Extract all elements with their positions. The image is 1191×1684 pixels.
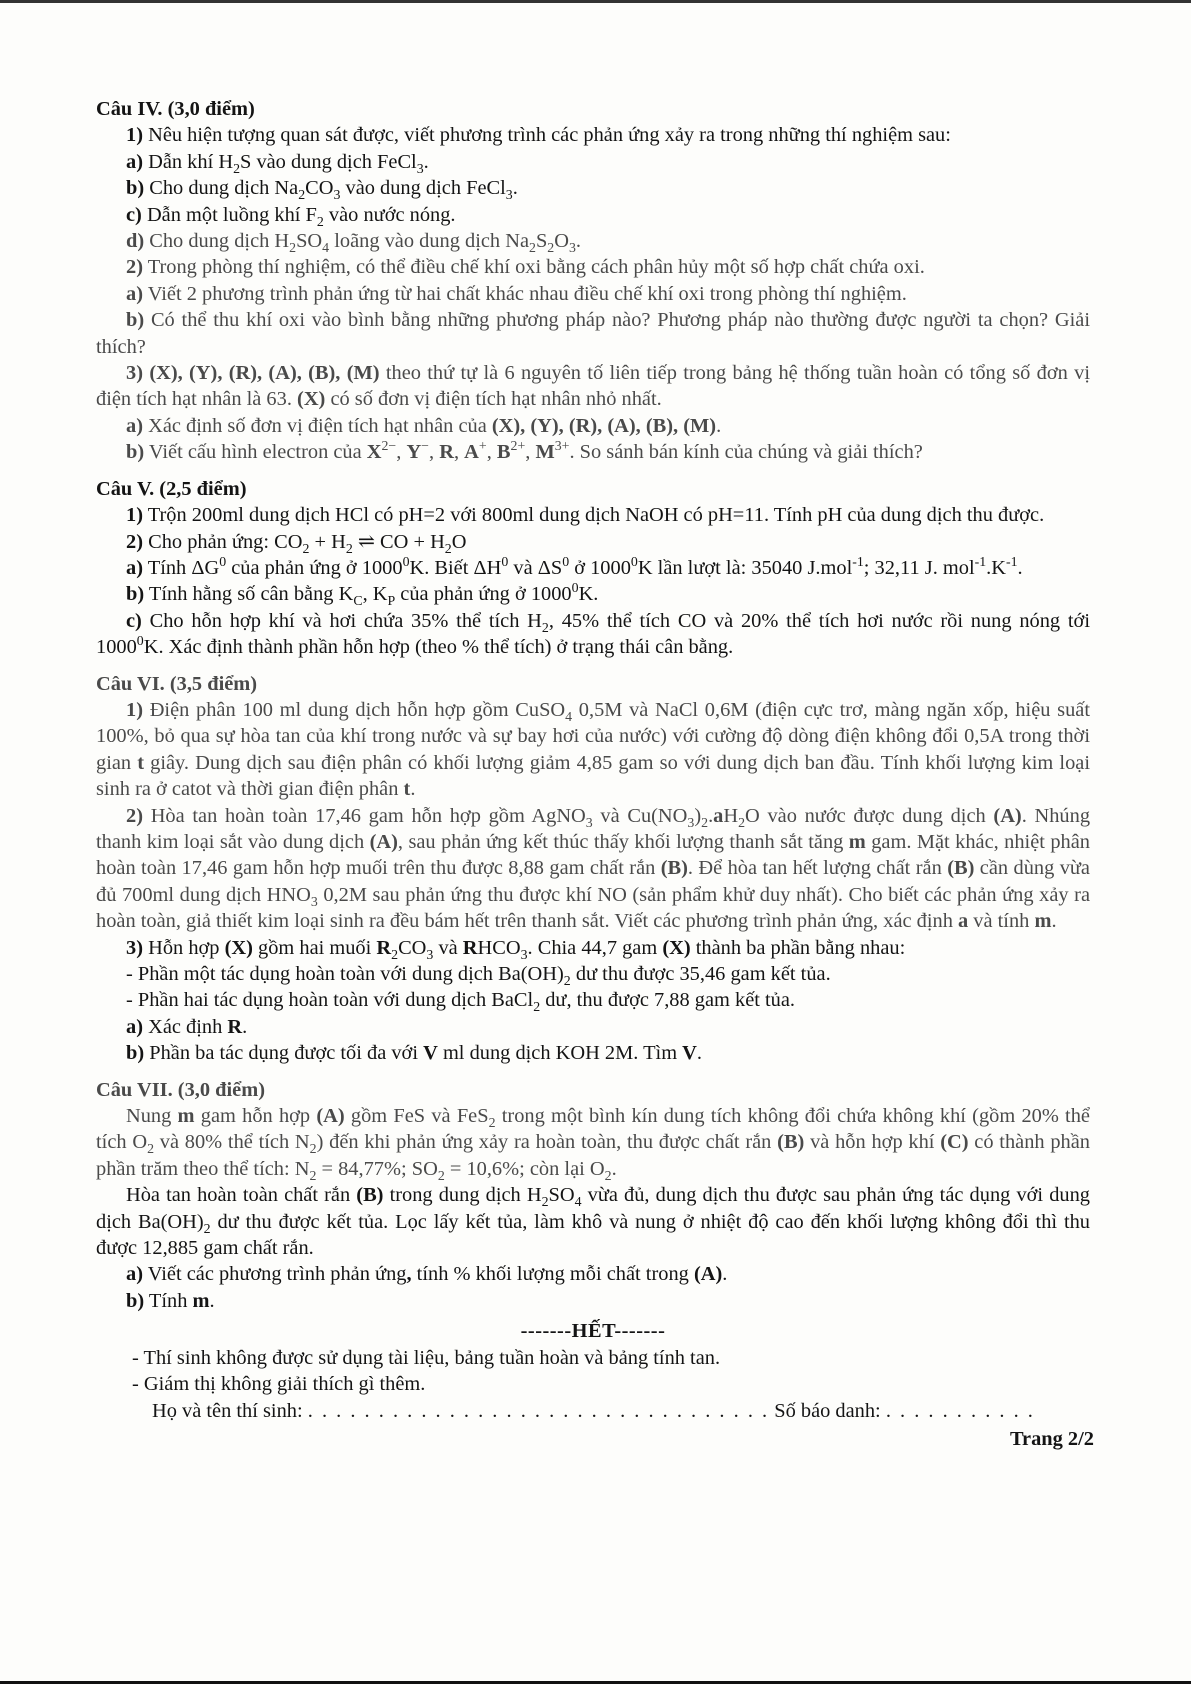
q5-2c: c) Cho hỗn hợp khí và hơi chứa 35% thể tích $H_2$, 45% thể tích CO và 20% thể tích hơi nước rồi nung nóng tới 1000$^0$K. Xác định thành phần hỗn hợp (theo % thể tích) ở trạng thái cân bằng. [96, 609, 1091, 659]
q7-a: a) Viết các phương trình phản ứng, tính % khối lượng mỗi chất trong (A). [126, 1263, 728, 1286]
end-marker: -------HẾT------- [520, 1320, 666, 1343]
q4-1c: c) Dẫn một luồng khí $F_2$ vào nước nóng. [126, 203, 456, 230]
q6-part3: 3) Hỗn hợp (X) gồm hai muối $R_2CO_3$ và $RHCO_3$. Chia 44,7 gam (X) thành ba phần bằng nhau: [126, 936, 906, 963]
q5-part1: 1) Trộn 200ml dung dịch HCl có pH=2 với 800ml dung dịch NaOH có pH=11. Tính pH của dung dịch thu được. [126, 504, 1045, 527]
question-6-title: Câu VI. (3,5 điểm) [96, 672, 258, 695]
sbd-dots: . . . . . . . . . . . [885, 1399, 1035, 1422]
exam-page [96, 96, 1094, 1452]
q4-2b: b) Có thể thu khí oxi vào bình bằng những phương pháp nào? Phương pháp nào thường được người ta chọn? Giải thích? [96, 309, 1090, 358]
candidate-info-line [96, 1398, 1090, 1424]
q7-para2: Hòa tan hoàn toàn chất rắn (B) trong dung dịch $H_2SO_4$ vừa đủ, dung dịch thu được sau phản ứng tác dụng với dung dịch $Ba(OH)_2$ dư thu được kết tủa. Lọc lấy kết tủa, làm khô và nung ở nhiệt độ cao đến khối lượng không đổi thì thu được 12,885 gam chất rắn. [96, 1184, 1090, 1260]
question-7-title: Câu VII. (3,0 điểm) [96, 1078, 265, 1101]
q7-para1: Nung m gam hỗn hợp (A) gồm FeS và FeS$_2$ trong một bình kín dung tích không đổi chứa không khí (gồm 20% thể tích $O_2$ và 80% thể tích $N_2$) đến khi phản ứng xảy ra hoàn toàn, thu được chất rắn (B) và hỗn hợp khí (C) có thành phần phần trăm theo thể tích: $N_2 = 84,77\%$; $SO_2 = 10,6\%$; còn lại $O_2$. [96, 1105, 1091, 1184]
q6-part1: 1) Điện phân 100 ml dung dịch hỗn hợp gồm CuSO$_4$ 0,5M và NaCl 0,6M (điện cực trơ, màng ngăn xốp, hiệu suất 100%, bỏ qua sự hòa tan của khí trong nước và sự bay hơi của nước) với cường độ dòng điện không đổi 0,5A trong thời gian t giây. Dung dịch sau điện phân có khối lượng giảm 4,85 gam so với dung dịch ban đầu. Tính khối lượng kim loại sinh ra ở catot và thời gian điện phân t. [96, 698, 1090, 801]
q4-3b: b) Viết cấu hình electron của $X^{2-}$, Y−, R, A+, $B^{2+}$, $M^{3+}$. So sánh bán kính của chúng và giải thích? [126, 439, 923, 464]
q5-2a: a) Tính $\Delta G^0$ của phản ứng ở 1000$^0$K. Biết $\Delta H^0$ và $\Delta S^0$ ở 1000$^0$K lần lượt là: 35040 J.mol$^{-1}$; 32,11 J. $mol^{-1}.K^{-1}$. [126, 555, 1023, 579]
top-border [0, 0, 1191, 3]
q4-part2: 2) Trong phòng thí nghiệm, có thể điều chế khí oxi bằng cách phân hủy một số hợp chất chứa oxi. [126, 256, 925, 279]
q6-3b: b) Phần ba tác dụng được tối đa với V ml dung dịch KOH 2M. Tìm V. [126, 1042, 702, 1065]
note-no-materials: - Thí sinh không được sử dụng tài liệu, bảng tuần hoàn và bảng tính tan. [132, 1346, 721, 1369]
question-5-title: Câu V. (2,5 điểm) [96, 477, 247, 500]
q5-2b: b) Tính hằng số cân bằng $K_C$, $K_P$ của phản ứng ở 1000$^0$K. [126, 581, 599, 610]
q6-part2: 2) Hòa tan hoàn toàn 17,46 gam hỗn hợp gồm AgNO$_3$ và $Cu(NO_3)_2.aH_2O$ vào nước được dung dịch (A). Nhúng thanh kim loại sắt vào dung dịch (A), sau phản ứng kết thúc thấy khối lượng thanh sắt tăng m gam. Mặt khác, nhiệt phân hoàn toàn 17,46 gam hỗn hợp muối trên thu được 8,88 gam chất rắn (B). Để hòa tan hết lượng chất rắn (B) cần dùng vừa đủ 700ml dung dịch $HNO_3$ 0,2M sau phản ứng thu được khí NO (sản phẩm khử duy nhất). Cho biết các phản ứng xảy ra hoàn toàn, giả thiết kim loại sinh ra đều bám hết trên thanh sắt. Viết các phương trình phản ứng, xác định a và tính m. [96, 804, 1091, 933]
q4-1d: d) Cho dung dịch $H_2SO_4$ loãng vào dung dịch $Na_2S_2O_3$. [126, 230, 582, 257]
q6-3-portion1: - Phần một tác dụng hoàn toàn với dung dịch $Ba(OH)_2$ dư thu được 35,46 gam kết tủa. [126, 963, 831, 990]
q4-1a: a) Dẫn khí $H_2S$ vào dung dịch FeCl$_3$. [126, 150, 429, 177]
name-label: Họ và tên thí sinh: [152, 1399, 303, 1422]
q6-3-portion2: - Phần hai tác dụng hoàn toàn với dung dịch BaCl$_2$ dư, thu được 7,88 gam kết tủa. [126, 989, 796, 1016]
q6-3a: a) Xác định R. [126, 1015, 248, 1038]
question-4-title: Câu IV. (3,0 điểm) [96, 98, 255, 120]
page-number: Trang 2/2 [1009, 1427, 1094, 1450]
name-dots: . . . . . . . . . . . . . . . . . . . . . . . . . . . . . . . . . [307, 1399, 770, 1422]
note-no-explanation: - Giám thị không giải thích gì thêm. [132, 1373, 426, 1396]
q4-3a: a) Xác định số đơn vị điện tích hạt nhân của (X), (Y), (R), (A), (B), (M). [126, 414, 722, 437]
q4-2a: a) Viết 2 phương trình phản ứng từ hai chất khác nhau điều chế khí oxi trong phòng thí nghiệm. [126, 282, 907, 305]
q5-part2: 2) Cho phản ứng: $CO_2 + H_2$ ⇌ CO + $H_2O$ [126, 530, 467, 557]
q4-part3: 3) (X), (Y), (R), (A), (B), (M) theo thứ tự là 6 nguyên tố liên tiếp trong bảng hệ thống tuần hoàn có tổng số đơn vị điện tích hạt nhân là 63. (X) có số đơn vị điện tích hạt nhân nhỏ nhất. [96, 362, 1090, 411]
q7-b: b) Tính m. [126, 1289, 215, 1312]
sbd-label: Số báo danh: [774, 1399, 881, 1422]
q4-1b: b) Cho dung dịch $Na_2CO_3$ vào dung dịch FeCl$_3$. [126, 177, 518, 204]
q4-part1: 1) Nêu hiện tượng quan sát được, viết phương trình các phản ứng xảy ra trong những thí nghiệm sau: [126, 124, 951, 147]
